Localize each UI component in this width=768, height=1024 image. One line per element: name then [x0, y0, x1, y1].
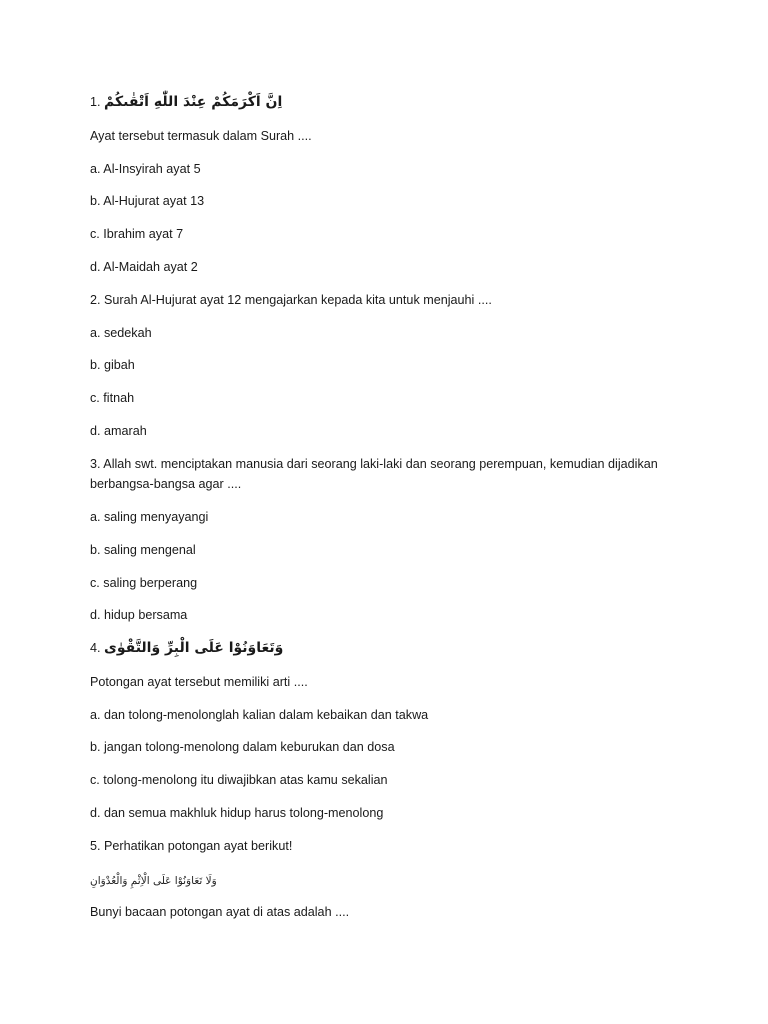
- question-5-question: Bunyi bacaan potongan ayat di atas adalah ....: [90, 905, 350, 919]
- question-2-option-c: c. fitnah: [90, 391, 135, 405]
- question-3-option-b: b. saling mengenal: [90, 543, 196, 557]
- question-4-arabic: وَتَعَاوَنُوْا عَلَى الْبِرِّ وَالتَّقْوٰى: [104, 640, 284, 656]
- question-1-option-d: d. Al-Maidah ayat 2: [90, 260, 198, 274]
- question-3-prompt: 3. Allah swt. menciptakan manusia dari seorang laki-laki dan seorang perempuan, kemudian dijadikan berbangsa-bangsa agar ....: [90, 457, 658, 491]
- question-2-option-d: d. amarah: [90, 424, 147, 438]
- question-5-prompt: 5. Perhatikan potongan ayat berikut!: [90, 839, 293, 853]
- question-4-prompt: Potongan ayat tersebut memiliki arti ....: [90, 675, 308, 689]
- question-1-heading: [90, 92, 690, 112]
- question-2-option-a: a. sedekah: [90, 326, 152, 340]
- question-5-arabic-row: [90, 870, 690, 891]
- question-1-prompt: Ayat tersebut termasuk dalam Surah ....: [90, 129, 312, 143]
- question-1-option-b: b. Al-Hujurat ayat 13: [90, 194, 205, 208]
- question-1-arabic: اِنَّ اَكْرَمَكُمْ عِنْدَ اللّٰهِ اَتْقٰىكُمْ: [104, 94, 283, 110]
- question-3-option-c: c. saling berperang: [90, 576, 198, 590]
- question-2-option-b: b. gibah: [90, 358, 135, 372]
- question-4-number: 4.: [90, 641, 101, 655]
- question-2-prompt: 2. Surah Al-Hujurat ayat 12 mengajarkan kepada kita untuk menjauhi ....: [90, 293, 492, 307]
- question-1-number: 1.: [90, 95, 101, 109]
- question-3-option-a: a. saling menyayangi: [90, 510, 209, 524]
- question-3-option-d: d. hidup bersama: [90, 608, 188, 622]
- question-5-arabic: وَلَا تَعَاوَنُوْا عَلَى الْاِثْمِ وَالْعُدْوَانِ: [90, 875, 217, 887]
- question-4-option-c: c. tolong-menolong itu diwajibkan atas kamu sekalian: [90, 773, 388, 787]
- question-4-heading: [90, 638, 690, 658]
- question-1-option-a: a. Al-Insyirah ayat 5: [90, 162, 201, 176]
- question-4-option-a: a. dan tolong-menolonglah kalian dalam kebaikan dan takwa: [90, 708, 429, 722]
- question-4-option-b: b. jangan tolong-menolong dalam keburukan dan dosa: [90, 740, 395, 754]
- question-4-option-d: d. dan semua makhluk hidup harus tolong-menolong: [90, 806, 384, 820]
- question-1-option-c: c. Ibrahim ayat 7: [90, 227, 184, 241]
